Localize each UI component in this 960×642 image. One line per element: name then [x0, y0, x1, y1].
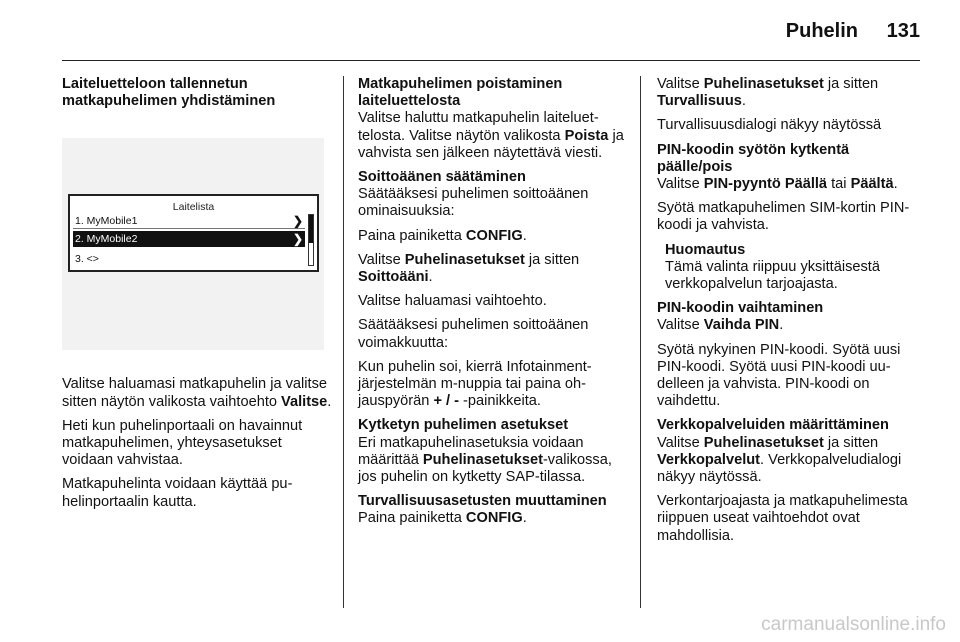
- paragraph: Valitse Puhelinasetukset ja sitten Soittoääni.: [358, 251, 580, 286]
- paragraph: Valitse haluttu matkapuhelin laiteluettelosta. Valitse näytön valikosta Poista ja vahvista sen jälkeen näytettävä viesti.: [358, 110, 624, 161]
- section-heading: Kytketyn puhelimen asetukset: [358, 417, 569, 434]
- note-box: [657, 242, 927, 294]
- screen-title: Laitelista: [172, 201, 215, 214]
- chevron-right-icon: ❯: [292, 214, 303, 229]
- paragraph: Valitse Puhelinasetukset ja sitten Turvallisuus.: [657, 76, 879, 110]
- column-divider-1: [343, 76, 344, 608]
- column-3: [657, 76, 927, 552]
- chevron-right-icon: ❯: [292, 232, 303, 247]
- section-heading: PIN-koodin vaihtaminen: [657, 300, 824, 317]
- device-list-item: 3. <>: [75, 253, 99, 266]
- paragraph: Paina painiketta CONFIG.: [358, 227, 527, 244]
- paragraph: Kun puhelin soi, kierrä Infotainment-järjestelmän m-nuppia tai paina ohjauspyörän + / - -painikkeita.: [358, 358, 592, 410]
- knob-icon: m: [440, 376, 453, 393]
- paragraph: Matkapuhelinta voidaan käyttää puhelinportaalin kautta.: [62, 476, 293, 510]
- paragraph: Paina painiketta CONFIG.: [358, 510, 527, 527]
- paragraph: Valitse PIN-pyyntö Päällä tai Päältä.: [657, 176, 898, 193]
- paragraph: Valitse haluamasi vaihtoehto.: [358, 293, 547, 310]
- scrollbar-thumb: [309, 215, 313, 243]
- device-list-item: 1. MyMobile1 ❯: [75, 214, 303, 229]
- column-1: [62, 76, 332, 518]
- paragraph: Verkontarjoajasta ja matkapuhelimesta riippuen useat vaihtoehdot ovat mahdollisia.: [657, 493, 908, 544]
- paragraph: Säätääksesi puhelimen soittoäänen ominaisuuksia:: [358, 186, 589, 220]
- device-list-illustration: [62, 138, 324, 350]
- paragraph: Turvallisuusdialogi näkyy näytössä: [657, 117, 882, 134]
- section-heading: Verkkopalveluiden määrittäminen: [657, 417, 889, 434]
- header-divider: [62, 60, 920, 61]
- paragraph: Syötä nykyinen PIN-koodi. Syötä uusi PIN-koodi. Syötä uusi PIN-koodi uudelleen ja vahvista. PIN-koodi on vaihdettu.: [657, 341, 901, 410]
- section-heading: PIN-koodin syötön kytkentä päälle/pois: [657, 141, 850, 175]
- section-heading: Turvallisuusasetusten muuttaminen: [358, 493, 607, 510]
- paragraph: Valitse haluamasi matkapuhelin ja valitse sitten näytön valikosta vaihtoehto Valitse.: [62, 376, 332, 410]
- note-text: Tämä valinta riippuu yksittäisestä verkkopalvelun tarjoajasta.: [665, 258, 880, 293]
- watermark: carmanualsonline.info: [761, 614, 946, 635]
- note-title: Huomautus: [665, 241, 746, 258]
- paragraph: Valitse Puhelinasetukset ja sitten Verkkopalvelut. Verkkopalveludialogi näkyy näytössä.: [657, 434, 902, 486]
- device-list-item-selected: 2. MyMobile2 ❯: [75, 232, 303, 247]
- page-header: [0, 0, 960, 60]
- paragraph: Valitse Vaihda PIN.: [657, 317, 784, 334]
- paragraph: Heti kun puhelinportaali on havainnut matkapuhelimen, yhteysasetukset voidaan vahvistaa.: [62, 417, 303, 469]
- section-heading: Soittoäänen säätäminen: [358, 169, 526, 186]
- page-number: 131: [886, 20, 920, 42]
- paragraph: Syötä matkapuhelimen SIM-kortin PIN-koodi ja vahvista.: [657, 200, 910, 234]
- scrollbar: [308, 214, 314, 266]
- section-heading: Laiteluetteloon tallennetun matkapuhelimen yhdistäminen: [62, 76, 276, 110]
- paragraph: Eri matkapuhelinasetuksia voidaan määrittää Puhelinasetukset-valikossa, jos puhelin on kytketty SAP-tilassa.: [358, 434, 612, 486]
- section-heading: Matkapuhelimen poistaminen laiteluettelosta: [358, 76, 563, 110]
- column-divider-2: [640, 76, 641, 608]
- chapter-title: Puhelin: [785, 20, 858, 42]
- paragraph: Säätääksesi puhelimen soittoäänen voimakkuutta:: [358, 317, 589, 351]
- display-screen: [68, 194, 319, 272]
- column-2: [358, 76, 626, 535]
